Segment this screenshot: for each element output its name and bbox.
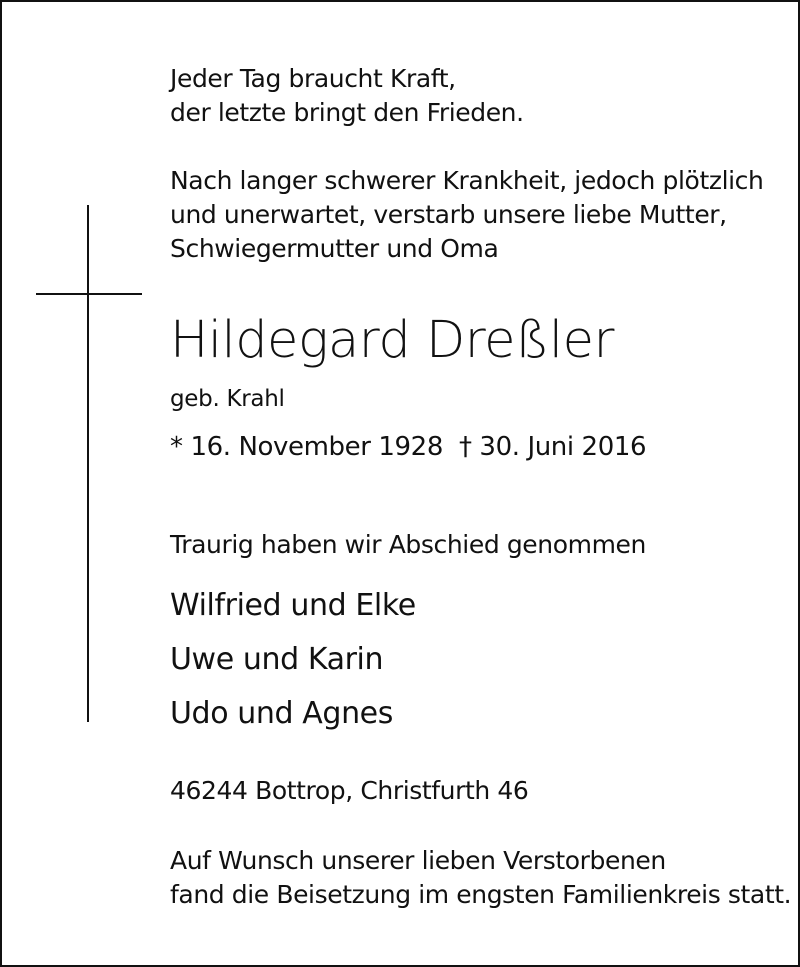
address: 46244 Bottrop, Christfurth 46 — [170, 776, 529, 805]
mourner-name: Uwe und Karin — [170, 642, 384, 677]
maiden-name: geb. Krahl — [170, 386, 285, 412]
mourner-name: Wilfried und Elke — [170, 588, 416, 623]
life-dates — [170, 429, 646, 465]
death-announcement — [170, 164, 763, 266]
deceased-name: Hildegard Dreßler — [170, 311, 614, 370]
death-date: † 30. Juni 2016 — [458, 432, 647, 462]
closing-line-1: Auf Wunsch unserer lieben Verstorbenen — [170, 846, 666, 875]
closing-line-2: fand die Beisetzung im engsten Familienkreis statt. — [170, 880, 792, 909]
mourning-line: Traurig haben wir Abschied genommen — [170, 530, 646, 559]
announcement-line-3: Schwiegermutter und Oma — [170, 234, 499, 263]
motto-line-1: Jeder Tag braucht Kraft, — [170, 64, 456, 93]
announcement-line-2: und unerwartet, verstarb unsere liebe Mutter, — [170, 200, 727, 229]
motto-line-2: der letzte bringt den Frieden. — [170, 98, 524, 127]
cross-icon — [87, 205, 89, 722]
cross-bar — [36, 293, 142, 295]
birth-date: * 16. November 1928 — [170, 432, 443, 462]
closing-notice — [170, 844, 791, 912]
motto — [170, 62, 524, 130]
mourner-name: Udo und Agnes — [170, 696, 393, 731]
announcement-line-1: Nach langer schwerer Krankheit, jedoch plötzlich — [170, 166, 764, 195]
